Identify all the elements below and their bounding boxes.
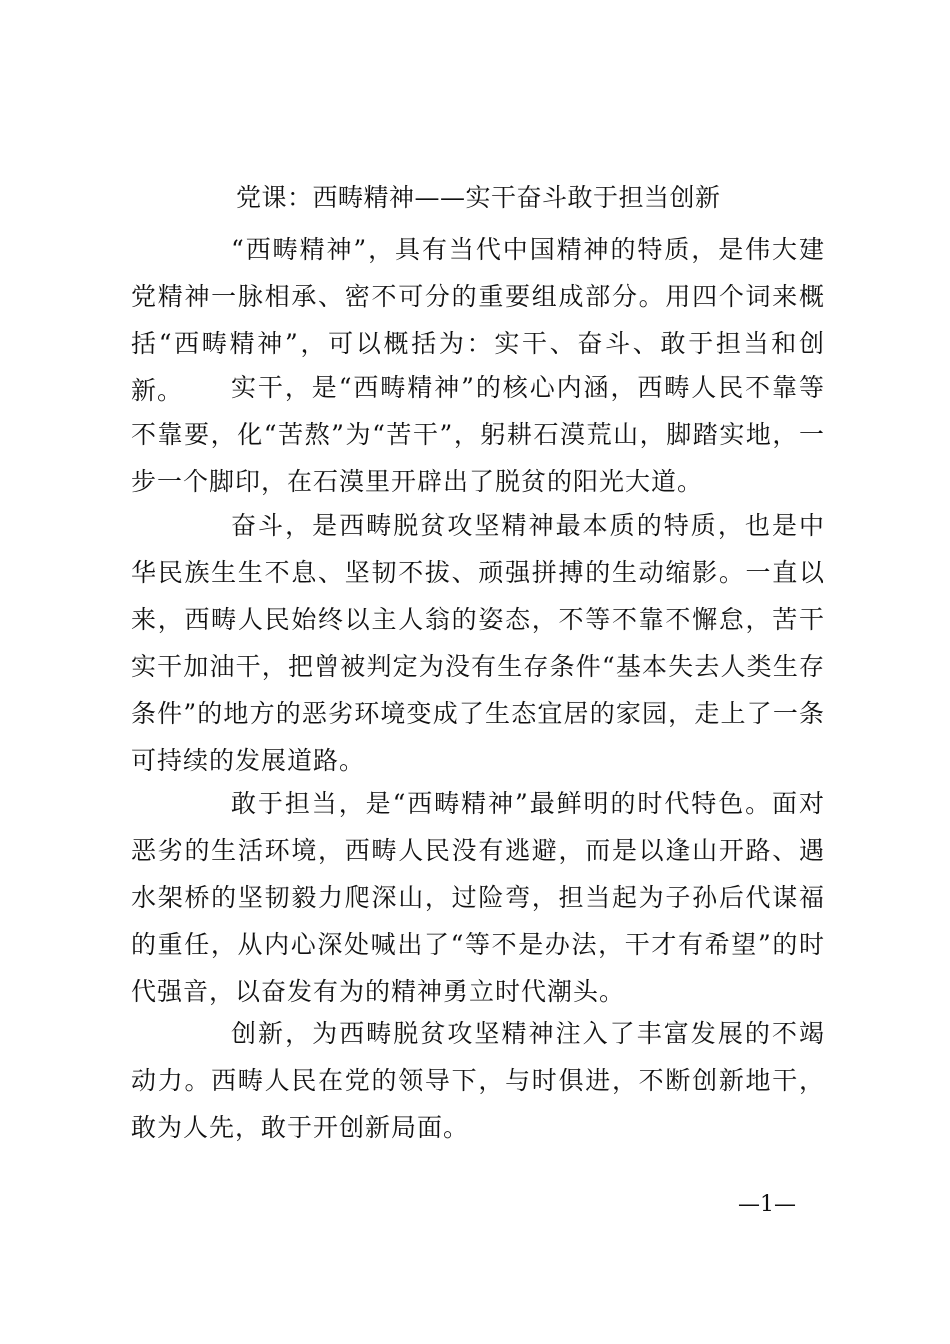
paragraph-shigan: 实干，是“西畴精神”的核心内涵，西畴人民不靠等不靠要，化“苦熬”为“苦干”，躬耕石漠荒山，脚踏实地，一步一个脚印，在石漠里开辟出了脱贫的阳光大道。 [131,373,825,496]
page-number: —1— [738,1192,796,1217]
paragraph-dandang: 敢于担当，是“西畴精神”最鲜明的时代特色。面对恶劣的生活环境，西畴人民没有逃避，而是以逢山开路、遇水架桥的坚韧毅力爬深山，过险弯，担当起为子孙后代谋福的重任，从内心深处喊出了“等不是办法，干才有希望”的时代强音，以奋发有为的精神勇立时代潮头。 [131,789,825,1006]
paragraph-intro: “西畴精神”，具有当代中国精神的特质，是伟大建党精神一脉相承、密不可分的重要组成部分。用四个词来概括“西畴精神”，可以概括为：实干、奋斗、敢于担当和创新。 [131,235,825,405]
paragraph-fendou: 奋斗，是西畴脱贫攻坚精神最本质的特质，也是中华民族生生不息、坚韧不拔、顽强拼搏的生动缩影。一直以来，西畴人民始终以主人翁的姿态，不等不靠不懈怠，苦干实干加油干，把曾被判定为没有生存条件“基本失去人类生存条件”的地方的恶劣环境变成了生态宜居的家园，走上了一条可持续的发展道路。 [131,511,825,775]
paragraph-chuangxin: 创新，为西畴脱贫攻坚精神注入了丰富发展的不竭动力。西畴人民在党的领导下，与时俱进，不断创新地干，敢为人先，敢于开创新局面。 [131,1019,825,1142]
document-title: 党课：西畴精神——实干奋斗敢于担当创新 [236,183,721,212]
